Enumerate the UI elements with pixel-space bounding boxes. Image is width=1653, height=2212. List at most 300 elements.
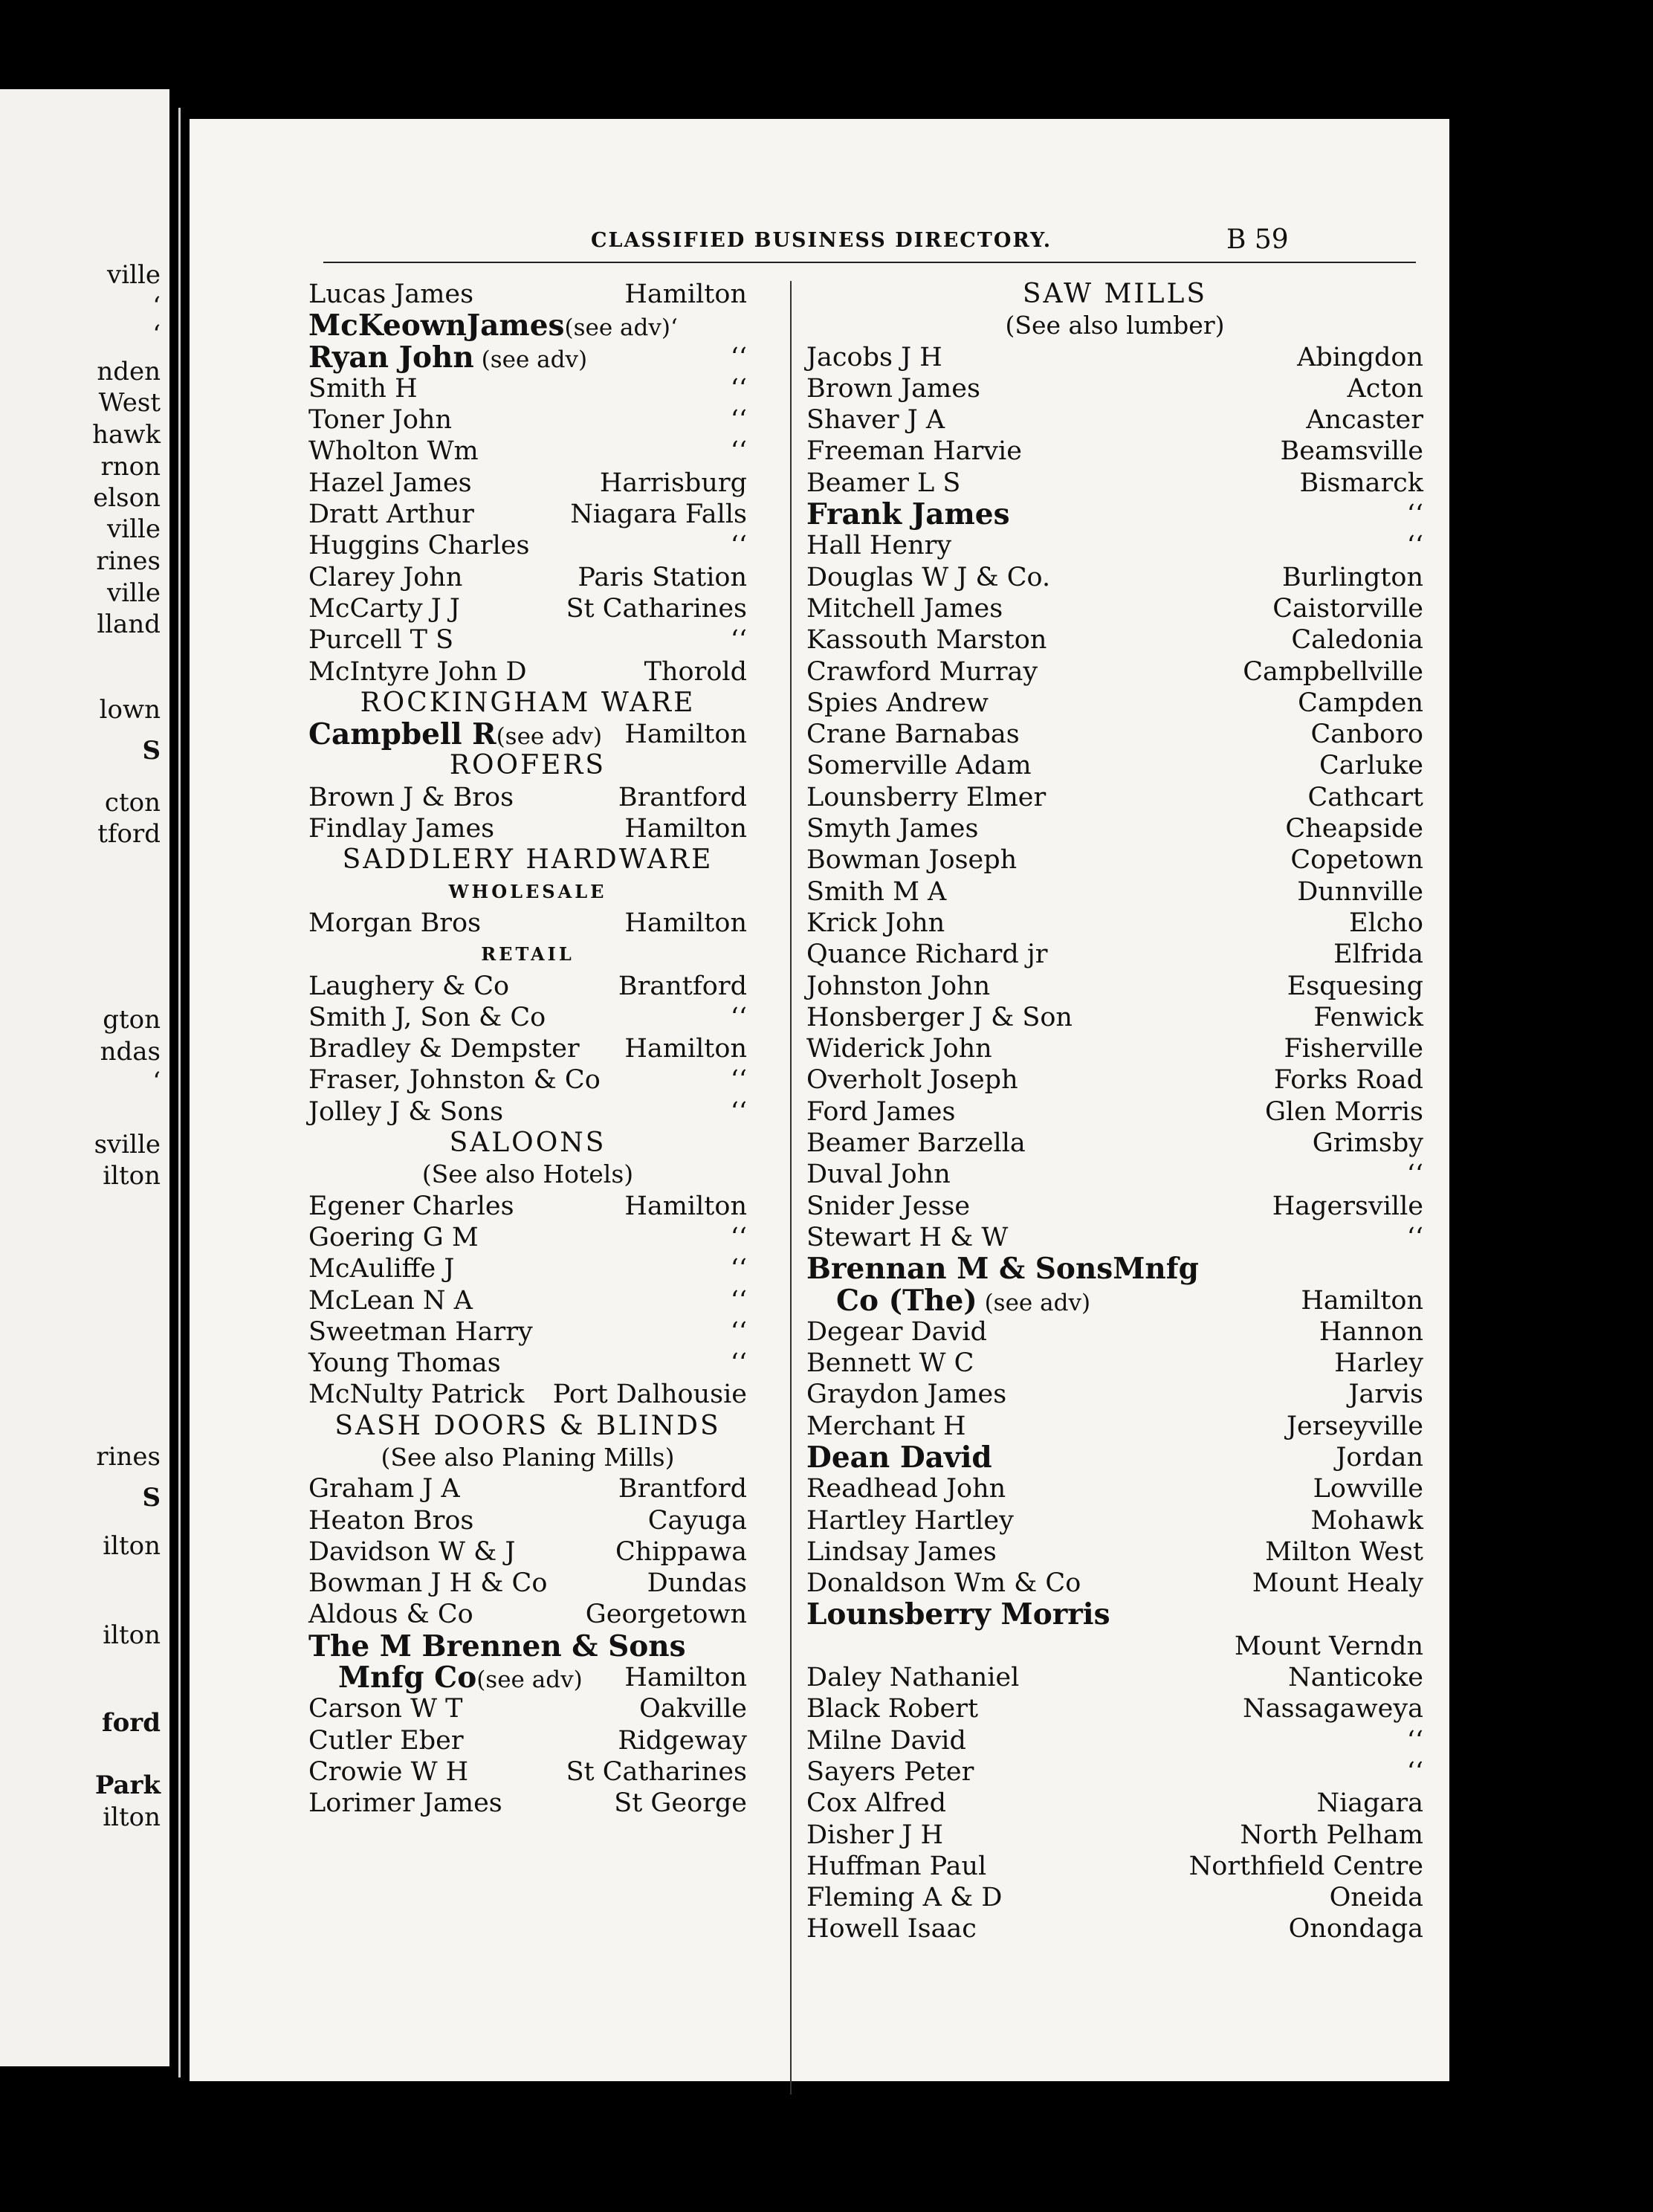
- directory-entry: [806, 908, 1423, 939]
- directory-entry: [308, 1253, 747, 1284]
- entry-name-text: Kassouth Marston: [806, 625, 1047, 656]
- directory-entry: [308, 593, 747, 624]
- directory-entry: [308, 624, 747, 656]
- directory-entry: [806, 782, 1423, 813]
- directory-entry: [806, 1442, 1423, 1473]
- entry-name-text: Sayers Peter: [806, 1756, 974, 1787]
- left-page-text: ilton: [103, 1620, 161, 1650]
- section-note: (See also Hotels): [421, 1160, 634, 1189]
- entry-name: [806, 750, 1032, 781]
- entry-name-text: Crawford Murray: [806, 656, 1038, 687]
- directory-entry: [308, 719, 747, 750]
- entry-name: [806, 342, 942, 373]
- entry-name-text: Smyth James: [806, 814, 979, 844]
- entry-place: Forks Road: [1273, 1065, 1423, 1096]
- entry-name-text: Dean David: [806, 1440, 992, 1475]
- directory-entry: [308, 908, 747, 939]
- entry-name: [308, 1725, 464, 1756]
- entry-name-text: Graydon James: [806, 1380, 1007, 1410]
- directory-entry: [806, 1222, 1423, 1253]
- entry-name-text: Merchant H: [806, 1411, 966, 1441]
- entry-name: [308, 1756, 468, 1788]
- directory-entry: [806, 1285, 1423, 1316]
- directory-entry: [806, 1725, 1423, 1756]
- directory-entry: [308, 468, 747, 499]
- entry-name: [806, 971, 990, 1002]
- entry-name-text: Fraser, Johnston & Co: [308, 1065, 601, 1096]
- entry-name: [308, 530, 529, 561]
- page-number: B 59: [1226, 224, 1289, 255]
- left-page-text: ‘: [152, 291, 161, 321]
- directory-entry: [806, 1128, 1423, 1159]
- entry-place: Ridgeway: [618, 1725, 747, 1756]
- entry-name-text: Krick John: [806, 908, 945, 938]
- directory-entry: [806, 1064, 1423, 1096]
- entry-name-text: Douglas W J & Co.: [806, 562, 1051, 592]
- entry-name: [806, 656, 1038, 688]
- directory-entry: [308, 1599, 747, 1630]
- entry-name-text: Freeman Harvie: [806, 436, 1022, 467]
- directory-entry: [308, 499, 747, 530]
- entry-name: [308, 1631, 686, 1662]
- entry-place: Cheapside: [1285, 814, 1423, 844]
- entry-name-text: Beamer L S: [806, 468, 961, 498]
- entry-name: [308, 1002, 546, 1033]
- section-heading: SALOONS: [449, 1128, 606, 1159]
- entry-name-text: Goering G M: [308, 1222, 479, 1252]
- directory-entry: [308, 1002, 747, 1033]
- entry-name: [308, 1222, 479, 1253]
- entry-name: [308, 1599, 473, 1630]
- entry-name: [308, 1316, 533, 1348]
- left-page-text: gton: [103, 1005, 161, 1035]
- section-heading: ROCKINGHAM WARE: [360, 687, 696, 718]
- advert-note: (see adv): [977, 1289, 1091, 1316]
- entry-name-text: Snider Jesse: [806, 1191, 971, 1221]
- entry-name: [806, 1756, 974, 1788]
- entry-place: Onondaga: [1288, 1914, 1423, 1944]
- entry-place: Burlington: [1281, 562, 1423, 592]
- entry-name-text: McLean N A: [308, 1285, 473, 1316]
- entry-name: [308, 719, 602, 752]
- advert-note: (see adv): [496, 723, 603, 751]
- entry-name: [806, 1820, 943, 1851]
- entry-name-text: Hazel James: [308, 468, 472, 498]
- entry-place: Port Dalhousie: [552, 1380, 747, 1410]
- entry-name-text: Fleming A & D: [806, 1883, 1003, 1913]
- directory-entry: [806, 1851, 1423, 1882]
- directory-entry: [806, 499, 1423, 530]
- directory-entry: [308, 782, 747, 813]
- entry-place: Fenwick: [1313, 1002, 1423, 1032]
- entry-place: Grimsby: [1312, 1128, 1423, 1159]
- entry-place: ‘‘: [730, 1096, 747, 1127]
- entry-name: [806, 499, 1010, 530]
- entry-place: Elfrida: [1333, 940, 1423, 970]
- entry-name-text: Smith J, Son & Co: [308, 1002, 546, 1032]
- entry-name-text: Howell Isaac: [806, 1914, 977, 1944]
- entry-name: [806, 1568, 1081, 1599]
- entry-place: ‘‘: [730, 405, 747, 436]
- left-page-text: lland: [97, 609, 161, 639]
- directory-entry: [806, 1096, 1423, 1128]
- entry-place: ‘‘: [730, 373, 747, 404]
- entry-name: [836, 1285, 1090, 1319]
- entry-name: [806, 624, 1047, 656]
- directory-entry: [806, 468, 1423, 499]
- entry-place: Thorold: [644, 656, 747, 687]
- entry-place: ‘‘: [1406, 499, 1423, 530]
- entry-name-text: Somerville Adam: [806, 751, 1032, 781]
- entry-name: [806, 1725, 966, 1756]
- left-page-text: ville: [107, 578, 161, 608]
- left-page-text: ‘: [152, 1067, 161, 1096]
- directory-entry: [308, 1285, 747, 1316]
- directory-entry: [806, 1536, 1423, 1568]
- entry-place: Carluke: [1319, 751, 1423, 781]
- entry-place: Ancaster: [1306, 405, 1423, 436]
- entry-name-text: Heaton Bros: [308, 1505, 474, 1536]
- entry-name-text: Shaver J A: [806, 405, 945, 436]
- directory-entry: [806, 813, 1423, 844]
- entry-place: Nassagaweya: [1243, 1694, 1423, 1724]
- directory-entry: [308, 1222, 747, 1253]
- entry-place: Niagara: [1316, 1788, 1423, 1819]
- directory-entry: [806, 939, 1423, 970]
- entry-name: [308, 436, 479, 467]
- entry-place: ‘‘: [730, 1065, 747, 1096]
- directory-entry: [308, 1756, 747, 1788]
- entry-name-text: Cox Alfred: [806, 1788, 946, 1819]
- entry-place: ‘‘: [730, 531, 747, 561]
- entry-place: Paris Station: [578, 562, 747, 592]
- left-page-text: S: [142, 1483, 161, 1513]
- entry-name: [308, 908, 481, 939]
- directory-entry: [806, 624, 1423, 656]
- entry-name: [308, 404, 452, 436]
- entry-place: ‘‘: [730, 1316, 747, 1347]
- left-page-text: ‘: [152, 320, 161, 349]
- entry-place: North Pelham: [1240, 1820, 1423, 1850]
- entry-place: ‘‘: [730, 1002, 747, 1032]
- entry-place: Cathcart: [1307, 782, 1423, 812]
- entry-name: [806, 1096, 955, 1128]
- entry-name: [806, 876, 946, 908]
- entry-name: [806, 468, 960, 499]
- entry-name: [806, 1882, 1002, 1913]
- entry-name-text: Sweetman Harry: [308, 1316, 533, 1347]
- entry-name-text: Bowman Joseph: [806, 845, 1018, 876]
- directory-entry: [308, 342, 747, 373]
- entry-name-text: Degear David: [806, 1316, 987, 1347]
- left-page-text: elson: [93, 483, 161, 513]
- entry-place: ‘‘: [730, 1348, 747, 1379]
- left-page-text: sville: [94, 1130, 161, 1160]
- entry-place: Dunnville: [1297, 876, 1423, 907]
- directory-entry: [308, 1662, 747, 1693]
- entry-name-text: Smith M A: [806, 876, 947, 907]
- entry-name-text: Huffman Paul: [806, 1851, 987, 1881]
- entry-place: Dundas: [647, 1568, 747, 1599]
- entry-name: [806, 1473, 1006, 1504]
- directory-entry: [308, 813, 747, 844]
- entry-name: [806, 1191, 970, 1222]
- directory-entry: [308, 1788, 747, 1819]
- entry-name-text: Black Robert: [806, 1694, 979, 1724]
- entry-place: ‘‘: [1406, 531, 1423, 561]
- entry-name: [806, 373, 980, 404]
- section-heading: SASH DOORS & BLINDS: [334, 1410, 721, 1441]
- entry-place: ‘‘: [730, 342, 747, 372]
- page-header: [190, 224, 1449, 266]
- entry-place: Elcho: [1349, 908, 1423, 938]
- directory-entry: [806, 404, 1423, 436]
- entry-name-text: Bowman J H & Co: [308, 1568, 548, 1599]
- directory-column-right: [806, 279, 1423, 1945]
- left-page-text: ilton: [103, 1161, 161, 1191]
- entry-name: [806, 436, 1022, 467]
- left-page-text: West: [98, 388, 161, 418]
- entry-place: Mount Healy: [1252, 1568, 1423, 1599]
- directory-entry: [806, 1002, 1423, 1033]
- entry-name: [308, 1033, 580, 1064]
- directory-entry: [806, 688, 1423, 719]
- left-page-text: Park: [94, 1770, 161, 1800]
- entry-name: [806, 562, 1050, 593]
- left-page-text: S: [142, 736, 161, 766]
- directory-entry: [308, 1568, 747, 1599]
- directory-entry: [806, 1505, 1423, 1536]
- entry-name: [806, 939, 1048, 970]
- entry-name-text: Disher J H: [806, 1820, 944, 1850]
- left-page-text: rines: [96, 1442, 161, 1472]
- entry-name: [806, 1536, 997, 1568]
- directory-entry: [308, 1096, 747, 1128]
- entry-name-text: Milne David: [806, 1725, 966, 1756]
- entry-name: [806, 1159, 951, 1190]
- directory-entry: [308, 1316, 747, 1348]
- entry-place: Hamilton: [624, 1663, 747, 1693]
- entry-place: Milton West: [1265, 1536, 1423, 1567]
- left-page-text: nden: [97, 357, 161, 387]
- entry-place: Abingdon: [1297, 342, 1423, 372]
- entry-place: Caistorville: [1272, 593, 1423, 624]
- directory-entry: [308, 1505, 747, 1536]
- page-title: CLASSIFIED BUSINESS DIRECTORY.: [591, 229, 1052, 252]
- directory-entry: [308, 1033, 747, 1064]
- entry-name: [308, 624, 453, 656]
- directory-entry: [806, 1379, 1423, 1410]
- directory-entry: [806, 1662, 1423, 1693]
- entry-place: ‘‘: [1406, 1160, 1423, 1190]
- directory-entry: [308, 971, 747, 1002]
- entry-place: ‘‘: [730, 1222, 747, 1252]
- entry-name-text: Graham J A: [308, 1474, 460, 1504]
- directory-entry: [308, 310, 747, 341]
- entry-name-text: Daley Nathaniel: [806, 1663, 1020, 1693]
- entry-name-text: Spies Andrew: [806, 688, 989, 718]
- entry-name: [806, 1002, 1073, 1033]
- entry-place: Nanticoke: [1288, 1663, 1423, 1693]
- left-page-text: tford: [97, 819, 161, 849]
- entry-name-text: Cutler Eber: [308, 1725, 464, 1756]
- entry-name: [806, 1913, 977, 1944]
- entry-place: Hannon: [1319, 1316, 1423, 1347]
- entry-name: [806, 782, 1046, 813]
- directory-entry: [806, 1033, 1423, 1064]
- entry-name: [806, 1662, 1019, 1693]
- entry-name: [806, 1599, 1110, 1630]
- section-heading: SADDLERY HARDWARE: [342, 844, 714, 876]
- entry-place: Hamilton: [624, 1034, 747, 1064]
- entry-place: Northfield Centre: [1188, 1851, 1423, 1881]
- directory-entry: [806, 750, 1423, 781]
- entry-name: [806, 688, 989, 719]
- entry-name-text: Aldous & Co: [308, 1600, 473, 1630]
- entry-name: [308, 593, 460, 624]
- entry-place: Hagersville: [1272, 1191, 1423, 1221]
- entry-name-text: Mnfg Co: [338, 1660, 477, 1695]
- entry-name-text: McAuliffe J: [308, 1254, 455, 1284]
- entry-place: Acton: [1347, 373, 1423, 404]
- entry-name: [806, 1379, 1006, 1410]
- entry-name-text: Findlay James: [308, 814, 495, 844]
- left-page-text: hawk: [92, 420, 161, 450]
- entry-name-text: Ford James: [806, 1096, 956, 1127]
- entry-name: [308, 468, 472, 499]
- entry-name: [806, 1693, 978, 1724]
- entry-place: ‘‘: [730, 625, 747, 656]
- directory-entry: [806, 1568, 1423, 1599]
- entry-place: ‘‘: [730, 1285, 747, 1316]
- entry-name: [308, 1285, 473, 1316]
- entry-name-text: Honsberger J & Son: [806, 1002, 1073, 1032]
- entry-place: Glen Morris: [1264, 1096, 1423, 1127]
- directory-entry: [308, 1191, 747, 1222]
- entry-place: ‘‘: [1406, 1756, 1423, 1787]
- entry-name-text: Laughery & Co: [308, 971, 510, 1001]
- entry-name-text: Hartley Hartley: [806, 1505, 1014, 1536]
- directory-entry: [806, 1913, 1423, 1944]
- entry-name: [308, 373, 418, 404]
- entry-name-text: McCarty J J: [308, 593, 460, 624]
- left-page-text: ville: [107, 514, 161, 544]
- entry-name-text: The M Brennen & Sons: [308, 1629, 686, 1663]
- directory-entry: [806, 342, 1423, 373]
- entry-name-text: Frank James: [806, 497, 1010, 532]
- directory-entry: [308, 1379, 747, 1410]
- entry-name-text: Wholton Wm: [308, 436, 479, 467]
- left-page-text: rnon: [100, 452, 161, 482]
- section-note: (See also Planing Mills): [381, 1442, 675, 1472]
- directory-entry: [806, 1631, 1423, 1662]
- entry-name-text: Quance Richard jr: [806, 940, 1048, 970]
- directory-entry: [806, 719, 1423, 750]
- entry-name-text: Carson W T: [308, 1694, 463, 1724]
- entry-name: [806, 593, 1003, 624]
- entry-name: [806, 1411, 966, 1442]
- entry-name: [308, 1348, 501, 1379]
- entry-name-text: Mitchell James: [806, 593, 1003, 624]
- directory-entry: [806, 876, 1423, 908]
- entry-name: [308, 971, 509, 1002]
- entry-place: Lowville: [1313, 1474, 1423, 1504]
- entry-name: [806, 844, 1017, 876]
- entry-name-text: Huggins Charles: [308, 531, 530, 561]
- left-page-text: ilton: [103, 1531, 161, 1561]
- directory-entry: [308, 562, 747, 593]
- left-page-text: ilton: [103, 1802, 161, 1832]
- entry-name-text: Bradley & Dempster: [308, 1034, 580, 1064]
- section-subheading: WHOLESALE: [448, 880, 607, 902]
- directory-entry: [806, 1599, 1423, 1630]
- advert-note: (see adv)‘: [564, 314, 678, 342]
- entry-name-text: Crane Barnabas: [806, 719, 1020, 750]
- directory-entry: [806, 1788, 1423, 1819]
- entry-name-text: Co (The): [836, 1283, 977, 1318]
- section-subheading: RETAIL: [481, 943, 575, 966]
- directory-entry: [308, 404, 747, 436]
- entry-place: Harley: [1334, 1348, 1423, 1379]
- directory-entry: [806, 1348, 1423, 1379]
- entry-place: Cayuga: [647, 1505, 747, 1536]
- entry-name: [806, 1348, 974, 1379]
- entry-name-text: Jacobs J H: [806, 342, 942, 372]
- entry-name-text: Morgan Bros: [308, 908, 482, 938]
- directory-entry: [806, 1693, 1423, 1724]
- entry-place: St Catharines: [566, 1756, 747, 1787]
- entry-place: ‘‘: [1406, 1725, 1423, 1756]
- entry-place: ‘‘: [1406, 1222, 1423, 1252]
- entry-name-text: Duval John: [806, 1160, 951, 1190]
- entry-place: Jerseyville: [1287, 1411, 1423, 1441]
- entry-name: [308, 1693, 463, 1724]
- left-page-text: ville: [107, 260, 161, 290]
- entry-name-text: Campbell R: [308, 717, 496, 752]
- entry-name: [308, 656, 527, 688]
- section-heading: SAW MILLS: [1022, 279, 1208, 309]
- entry-place: ‘‘: [730, 436, 747, 467]
- entry-name-text: Smith H: [308, 373, 418, 404]
- entry-name-text: Johnston John: [806, 971, 991, 1001]
- left-page-text: lown: [99, 695, 161, 725]
- entry-name-text: Brown James: [806, 373, 980, 404]
- directory-entry: [806, 1882, 1423, 1913]
- entry-place: Hamilton: [624, 1191, 747, 1221]
- entry-name-text: Egener Charles: [308, 1191, 514, 1221]
- entry-place: Brantford: [618, 1474, 747, 1504]
- left-page-text: cton: [104, 788, 161, 818]
- entry-name: [308, 279, 473, 310]
- entry-name: [308, 1568, 547, 1599]
- entry-name-text: Toner John: [308, 405, 452, 436]
- directory-entry: [308, 373, 747, 404]
- directory-entry: [806, 971, 1423, 1002]
- directory-entry: [308, 1064, 747, 1096]
- entry-name: [806, 1033, 992, 1064]
- entry-place: Harrisburg: [599, 468, 747, 498]
- entry-place: Campbellville: [1243, 656, 1423, 687]
- entry-name: [806, 1788, 946, 1819]
- entry-name-text: Lorimer James: [308, 1788, 502, 1819]
- entry-name-text: Beamer Barzella: [806, 1128, 1026, 1159]
- entry-name: [806, 1442, 992, 1473]
- entry-place: Hamilton: [1301, 1285, 1423, 1316]
- entry-place: Hamilton: [624, 908, 747, 938]
- directory-entry: [308, 1725, 747, 1756]
- entry-place: Mohawk: [1310, 1505, 1423, 1536]
- directory-entry: [308, 1693, 747, 1724]
